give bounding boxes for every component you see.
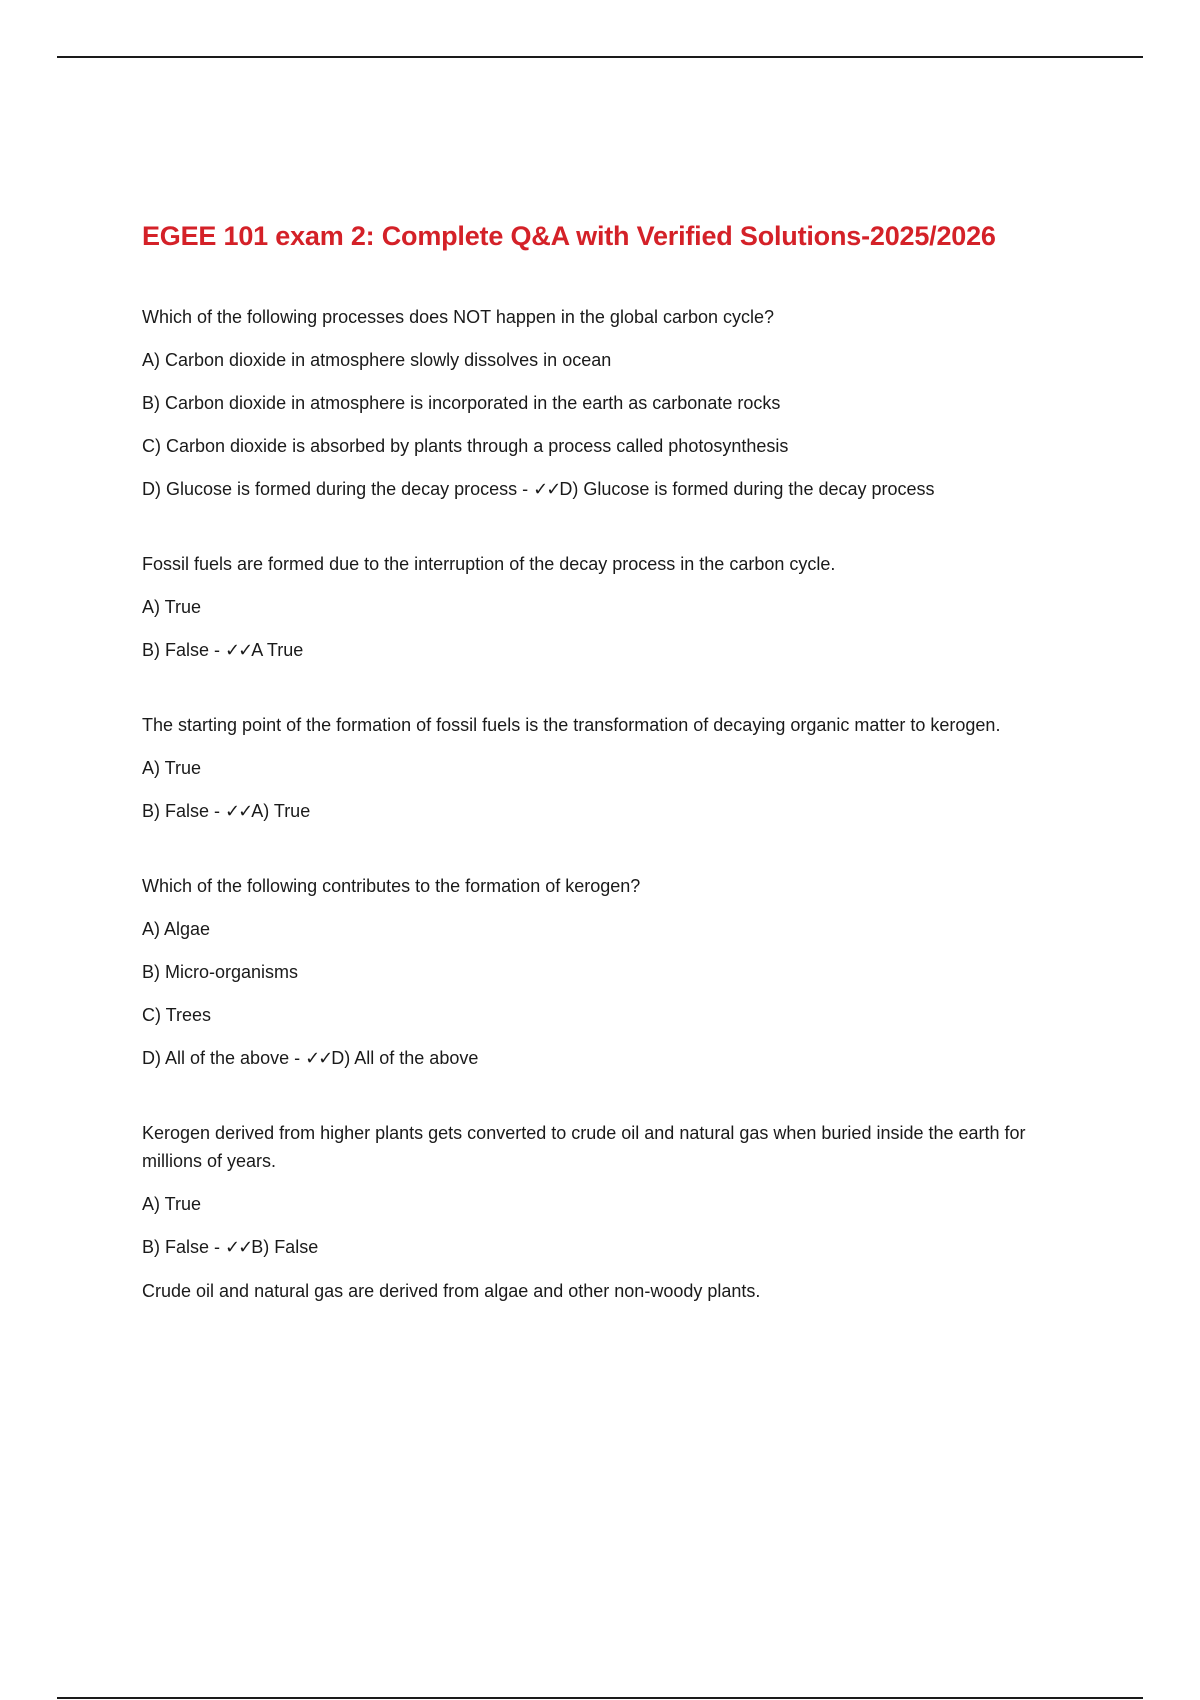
question-block xyxy=(142,550,1072,665)
answer-option-label: D) Glucose is formed during the decay process - xyxy=(142,479,534,499)
verified-answer: A) True xyxy=(251,801,311,821)
check-mark-icon: ✓✓ xyxy=(225,1237,252,1258)
question-text: Fossil fuels are formed due to the interruption of the decay process in the carbon cycle. xyxy=(142,554,836,574)
check-mark-icon: ✓✓ xyxy=(225,640,252,661)
answer-option-label: B) False - xyxy=(142,801,226,821)
header-rule xyxy=(57,56,1143,58)
answer-option: B) Carbon dioxide in atmosphere is incorporated in the earth as carbonate rocks xyxy=(142,393,781,413)
question-text: Which of the following contributes to the formation of kerogen? xyxy=(142,876,641,896)
answer-option: C) Trees xyxy=(142,1005,212,1025)
answer-option: A) Carbon dioxide in atmosphere slowly dissolves in ocean xyxy=(142,350,612,370)
answer-option-with-solution xyxy=(142,1044,1072,1073)
answer-option: A) True xyxy=(142,597,202,617)
answer-option-with-solution xyxy=(142,797,1072,826)
answer-option: B) Micro-organisms xyxy=(142,962,299,982)
question-block xyxy=(142,303,1072,504)
footer-rule xyxy=(57,1697,1143,1699)
question-block xyxy=(142,1119,1072,1262)
check-mark-icon: ✓✓ xyxy=(533,479,560,500)
answer-option-label: D) All of the above - xyxy=(142,1048,306,1068)
verified-answer: D) All of the above xyxy=(331,1048,479,1068)
verified-answer: D) Glucose is formed during the decay process xyxy=(559,479,935,499)
answer-option-with-solution xyxy=(142,475,1072,504)
answer-option: A) True xyxy=(142,1194,202,1214)
answer-option: C) Carbon dioxide is absorbed by plants through a process called photosynthesis xyxy=(142,436,789,456)
document-body xyxy=(142,214,1072,1305)
document-title: EGEE 101 exam 2: Complete Q&A with Verified Solutions-2025/2026 xyxy=(142,221,996,251)
verified-answer: B) False xyxy=(251,1237,319,1257)
question-text: The starting point of the formation of fossil fuels is the transformation of decaying organic matter to kerogen. xyxy=(142,715,1001,735)
check-mark-icon: ✓✓ xyxy=(225,801,252,822)
question-text: Kerogen derived from higher plants gets converted to crude oil and natural gas when buried inside the earth for millions of years. xyxy=(142,1123,1026,1171)
verified-answer: A True xyxy=(251,640,304,660)
answer-explanation: Crude oil and natural gas are derived from algae and other non-woody plants. xyxy=(142,1281,761,1301)
check-mark-icon: ✓✓ xyxy=(305,1048,332,1069)
answer-option-with-solution xyxy=(142,636,1072,665)
answer-option: A) Algae xyxy=(142,919,211,939)
answer-option-with-solution xyxy=(142,1233,1072,1262)
question-text: Which of the following processes does NOT happen in the global carbon cycle? xyxy=(142,307,775,327)
answer-option-label: B) False - xyxy=(142,640,226,660)
question-block xyxy=(142,872,1072,1073)
question-block xyxy=(142,711,1072,826)
answer-option-label: B) False - xyxy=(142,1237,226,1257)
answer-option: A) True xyxy=(142,758,202,778)
